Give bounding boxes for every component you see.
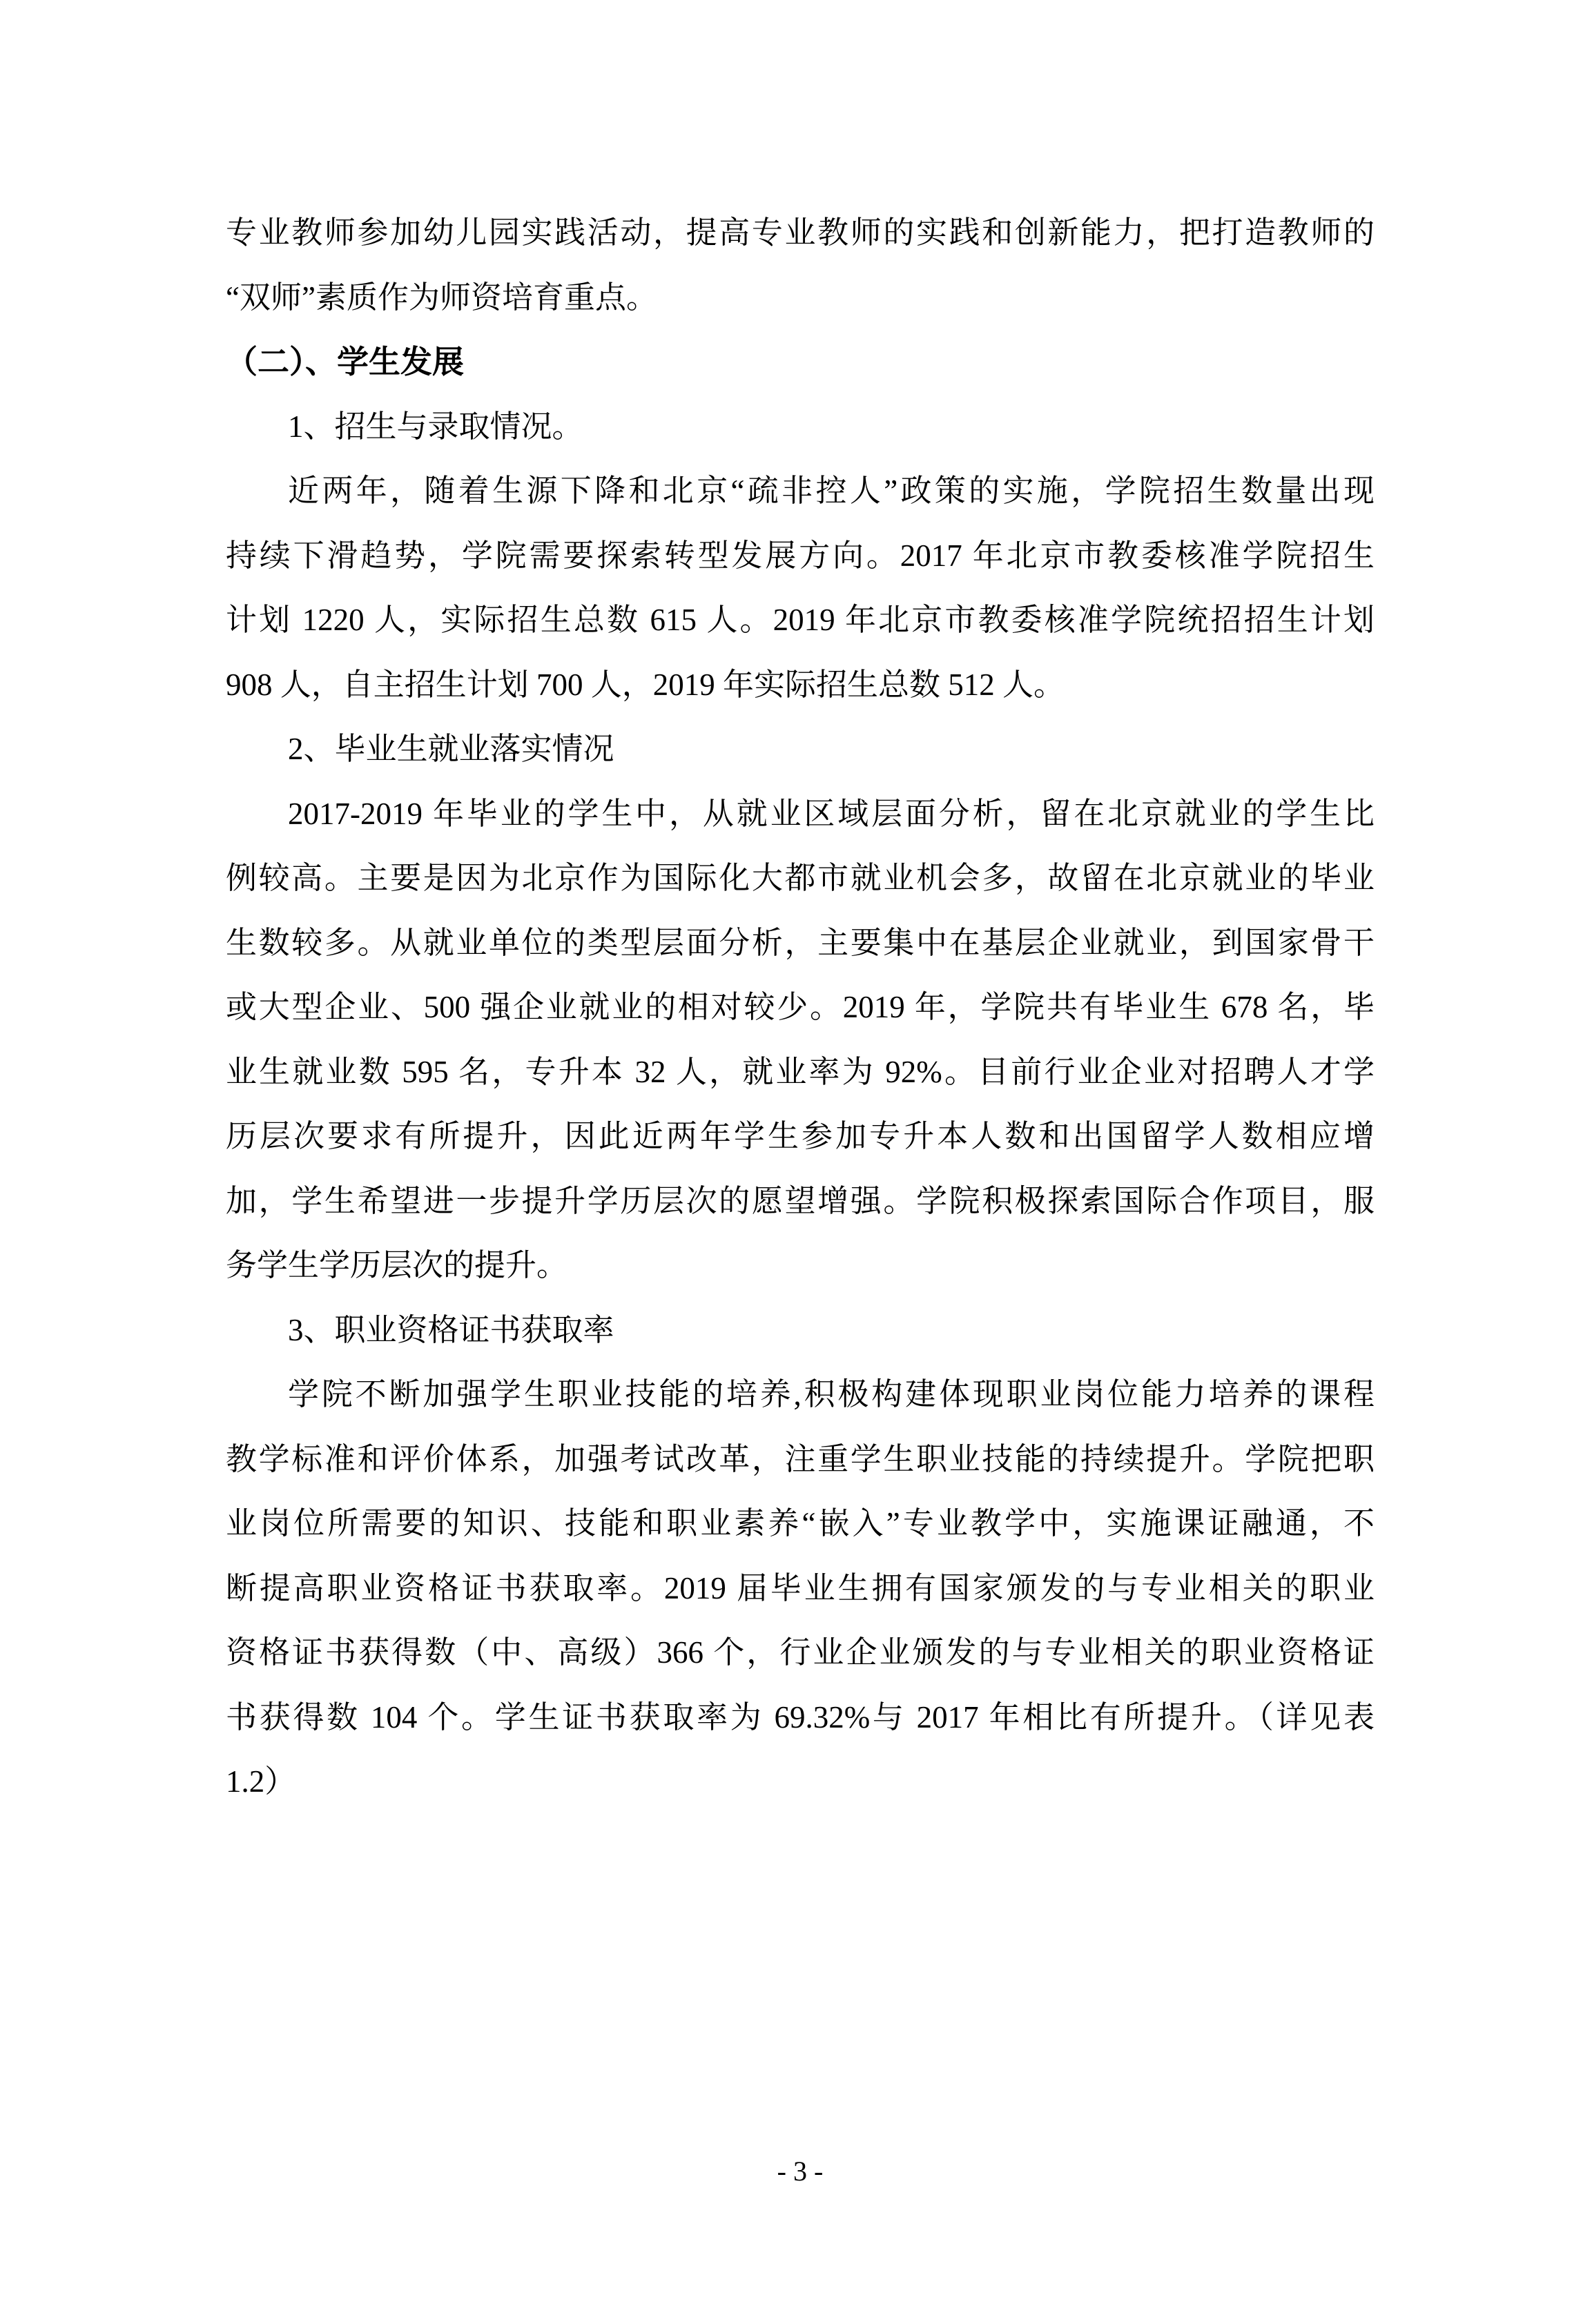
text-line: “双师”素质作为师资培育重点。 [226,280,657,315]
text-line: 历层次要求有所提升，因此近两年学生参加专升本人数和出国留学人数相应增 [226,1119,1375,1153]
text-line: 1、招生与录取情况。 [288,409,583,444]
section-heading: （二）、学生发展 [226,344,464,380]
text-line: 1.2） [226,1764,296,1799]
text-line: 持续下滑趋势，学院需要探索转型发展方向。2017 年北京市教委核准学院招生 [226,538,1375,573]
text-line: 教学标准和评价体系，加强考试改革，注重学生职业技能的持续提升。学院把职 [226,1441,1375,1476]
text-line: 务学生学历层次的提升。 [226,1248,568,1282]
text-line: 书获得数 104 个。学生证书获取率为 69.32%与 2017 年相比有所提升。（详见表 [226,1699,1375,1735]
text-line: 3、职业资格证书获取率 [288,1312,614,1347]
text-line: 近两年，随着生源下降和北京“疏非控人”政策的实施，学院招生数量出现 [288,473,1375,508]
page-number: - 3 - [777,2156,824,2187]
text-block [226,201,1375,1815]
text-line: 2、毕业生就业落实情况 [288,732,614,766]
text-line: 908 人，自主招生计划 700 人，2019 年实际招生总数 512 人。 [226,667,1065,702]
text-line: 或大型企业、500 强企业就业的相对较少。2019 年，学院共有毕业生 678 名，毕 [226,990,1375,1024]
text-line: 专业教师参加幼儿园实践活动，提高专业教师的实践和创新能力，把打造教师的 [226,215,1375,250]
text-line: 生数较多。从就业单位的类型层面分析，主要集中在基层企业就业，到国家骨干 [226,925,1375,960]
text-line: 资格证书获得数（中、高级）366 个，行业企业颁发的与专业相关的职业资格证 [226,1635,1375,1670]
text-line: 业生就业数 595 名，专升本 32 人，就业率为 92%。目前行业企业对招聘人才学 [226,1054,1375,1089]
text-line: 断提高职业资格证书获取率。2019 届毕业生拥有国家颁发的与专业相关的职业 [226,1570,1375,1605]
text-line: 业岗位所需要的知识、技能和职业素养“嵌入”专业教学中，实施课证融通，不 [226,1506,1375,1541]
text-line: 例较高。主要是因为北京作为国际化大都市就业机会多，故留在北京就业的毕业 [226,861,1375,895]
text-line: 计划 1220 人，实际招生总数 615 人。2019 年北京市教委核准学院统招招生计划 [226,603,1375,637]
text-line: 学院不断加强学生职业技能的培养,积极构建体现职业岗位能力培养的课程 [288,1377,1375,1412]
text-line: 2017-2019 年毕业的学生中，从就业区域层面分析，留在北京就业的学生比 [288,796,1375,831]
text-line: 加，学生希望进一步提升学历层次的愿望增强。学院积极探索国际合作项目，服 [226,1183,1375,1218]
